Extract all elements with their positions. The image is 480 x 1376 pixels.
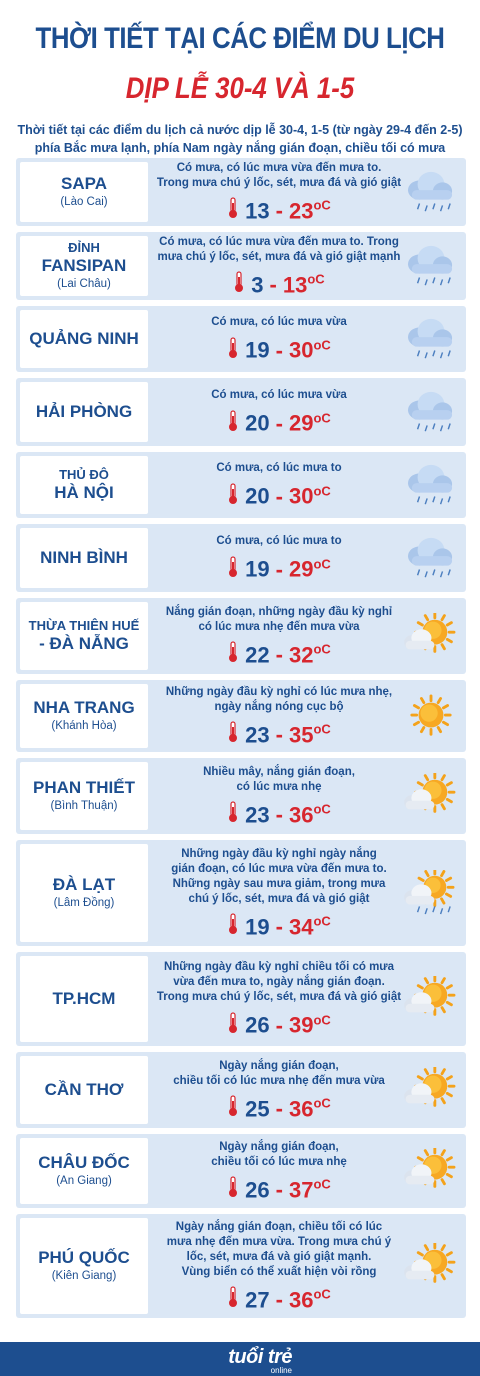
temp-max: 35: [288, 722, 314, 748]
forecast-description: Những ngày sau mưa giảm, trong mưa: [172, 877, 386, 890]
forecast-description: mưa chú ý lốc, sét, mưa đá và gió giật mạnh: [157, 250, 401, 263]
location-province: (Kiên Giang): [51, 1270, 117, 1282]
thermometer-icon: [227, 1176, 239, 1198]
location-row: [16, 840, 466, 946]
intro-line-2: phía Bắc mưa lạnh, phía Nam ngày nắng gián đoạn, chiều tối có mưa: [34, 141, 446, 155]
temperature-range: [227, 718, 331, 747]
temp-unit: [313, 642, 330, 667]
temp-unit-text: oC: [313, 721, 331, 737]
temperature-range: [227, 194, 331, 223]
location-box: [20, 844, 148, 942]
temperature-range: [233, 268, 324, 297]
forecast-block: [150, 758, 408, 834]
location-name: THỪA THIÊN HUẾ: [28, 618, 140, 633]
sun-icon: [404, 693, 458, 739]
temp-unit: [313, 722, 330, 747]
temperature-range: [227, 638, 331, 667]
forecast-block: [150, 524, 408, 592]
location-row: [16, 1214, 466, 1318]
temp-min: 25: [245, 1096, 270, 1122]
location-row: [16, 1052, 466, 1128]
temperature-range: [227, 552, 331, 581]
location-name: HÀ NỘI: [54, 483, 114, 502]
thermometer-icon: [227, 556, 239, 578]
temp-separator: -: [275, 483, 283, 509]
temp-max: 13: [282, 272, 308, 298]
location-name: ĐỈNH: [68, 240, 100, 255]
temp-unit-text: oC: [313, 410, 331, 426]
temp-separator: -: [275, 556, 283, 582]
temperature-range: [227, 1283, 331, 1312]
thermometer-icon: [227, 410, 239, 432]
forecast-block: [150, 452, 408, 518]
forecast-description: gián đoạn, có lúc mưa vừa đến mưa to.: [171, 862, 387, 875]
temp-separator: -: [275, 1287, 283, 1313]
forecast-description: mưa nhẹ đến mưa vừa. Trong mưa chú ý: [166, 1235, 392, 1248]
sun-cloud-icon: [404, 1067, 458, 1113]
temp-unit-text: oC: [313, 641, 331, 657]
temp-min: 26: [245, 1177, 270, 1203]
temp-max: 39: [288, 1012, 314, 1038]
temp-separator: -: [275, 337, 283, 363]
temp-min: 13: [245, 198, 270, 224]
location-name: NHA TRANG: [33, 698, 135, 717]
temp-separator: -: [275, 802, 283, 828]
thermometer-icon: [227, 483, 239, 505]
temp-max: 30: [288, 483, 314, 509]
thermometer-icon: [227, 1095, 239, 1117]
thermometer-icon: [227, 721, 239, 743]
location-box: [20, 602, 148, 670]
location-row: [16, 232, 466, 300]
cloud-rain-icon: [404, 389, 458, 435]
temp-min: 3: [251, 272, 264, 298]
temperature-range: [227, 798, 331, 827]
sun-rain-icon: [404, 870, 458, 916]
location-box: [20, 162, 148, 222]
cloud-rain-icon: [404, 243, 458, 289]
thermometer-icon: [227, 913, 239, 935]
temp-unit-text: oC: [313, 337, 331, 353]
thermometer-icon: [227, 1286, 239, 1308]
forecast-description: vừa đến mưa to, ngày nắng gián đoạn.: [173, 976, 385, 989]
location-box: [20, 310, 148, 368]
forecast-block: [150, 232, 408, 300]
forecast-description: chú ý lốc, sét, mưa đá và gió giật: [188, 892, 370, 905]
forecast-description: Có mưa, có lúc mưa vừa: [211, 389, 347, 402]
location-province: (Bình Thuận): [50, 800, 118, 812]
temp-max: 23: [288, 198, 314, 224]
location-row: [16, 758, 466, 834]
location-name: PHÚ QUỐC: [38, 1248, 130, 1267]
forecast-block: [150, 378, 408, 446]
forecast-description: Có mưa, có lúc mưa to: [216, 462, 342, 475]
cloud-rain-icon: [404, 462, 458, 508]
location-box: [20, 1218, 148, 1314]
temp-min: 19: [245, 914, 270, 940]
forecast-description: Trong mưa chú ý lốc, sét, mưa đá và gió giật: [156, 176, 402, 189]
forecast-block: [150, 680, 408, 752]
location-box: [20, 684, 148, 748]
temp-separator: -: [275, 1012, 283, 1038]
thermometer-icon: [233, 271, 245, 293]
location-name: HẢI PHÒNG: [35, 402, 133, 421]
location-name: CẦN THƠ: [44, 1080, 124, 1099]
temp-min: 20: [245, 410, 270, 436]
temp-unit-text: oC: [313, 1095, 331, 1111]
temp-min: 22: [245, 642, 270, 668]
forecast-description: Có mưa, có lúc mưa vừa: [211, 316, 347, 329]
temp-unit-text: oC: [313, 913, 331, 929]
temp-separator: -: [275, 1177, 283, 1203]
location-row: [16, 158, 466, 226]
title-line-1: THỜI TIẾT TẠI CÁC ĐIỂM DU LỊCH: [35, 22, 445, 55]
forecast-description: Vùng biển có thể xuất hiện vòi rồng: [181, 1265, 377, 1278]
temp-min: 19: [245, 556, 270, 582]
temperature-range: [227, 1173, 331, 1202]
location-box: [20, 762, 148, 830]
footer-bar: [0, 1342, 480, 1376]
temp-min: 27: [245, 1287, 270, 1313]
location-box: [20, 456, 148, 514]
location-row: [16, 306, 466, 372]
sun-cloud-icon: [404, 613, 458, 659]
temp-unit: [313, 802, 330, 827]
temp-unit-text: oC: [307, 271, 325, 287]
temp-max: 29: [288, 556, 314, 582]
temp-unit-text: oC: [313, 197, 331, 213]
location-province: (Lai Châu): [57, 278, 111, 290]
temp-max: 36: [288, 802, 314, 828]
temp-min: 26: [245, 1012, 270, 1038]
location-box: [20, 1138, 148, 1204]
temp-unit-text: oC: [313, 483, 331, 499]
temp-unit: [313, 914, 330, 939]
forecast-description: Trong mưa chú ý lốc, sét, mưa đá và gió giật: [156, 991, 402, 1004]
temp-separator: -: [269, 272, 277, 298]
forecast-block: [150, 952, 408, 1046]
forecast-description: ngày nắng nóng cục bộ: [214, 700, 344, 713]
location-box: [20, 1056, 148, 1124]
temp-unit: [313, 484, 330, 509]
location-row: [16, 1134, 466, 1208]
temp-unit: [313, 338, 330, 363]
forecast-description: Nắng gián đoạn, những ngày đầu kỳ nghỉ: [165, 605, 393, 618]
forecast-description: Có mưa, có lúc mưa to: [216, 535, 342, 548]
forecast-description: chiều tối có lúc mưa nhẹ đến mưa vừa: [173, 1074, 385, 1087]
temp-separator: -: [275, 642, 283, 668]
forecast-block: [150, 1134, 408, 1208]
sun-cloud-icon: [404, 976, 458, 1022]
forecast-description: Nhiều mây, nắng gián đoạn,: [203, 765, 355, 778]
temp-unit: [313, 557, 330, 582]
temperature-range: [227, 479, 331, 508]
forecast-description: có lúc mưa nhẹ đến mưa vừa: [198, 620, 360, 633]
forecast-description: Những ngày đầu kỳ nghỉ chiều tối có mưa: [163, 961, 395, 974]
location-province: (Lào Cai): [60, 196, 108, 208]
forecast-description: lốc, sét, mưa đá và gió giật mạnh.: [186, 1250, 372, 1263]
temp-unit: [313, 1096, 330, 1121]
temp-max: 29: [288, 410, 314, 436]
temp-min: 23: [245, 802, 270, 828]
location-name: THỦ ĐÔ: [59, 467, 109, 482]
temp-unit: [307, 272, 324, 297]
temp-unit: [313, 411, 330, 436]
temp-unit-text: oC: [313, 1176, 331, 1192]
thermometer-icon: [227, 641, 239, 663]
location-row: [16, 680, 466, 752]
location-province: (Lâm Đồng): [53, 897, 115, 909]
forecast-block: [150, 1052, 408, 1128]
temp-max: 36: [288, 1287, 314, 1313]
forecast-description: Ngày nắng gián đoạn,: [219, 1140, 339, 1153]
thermometer-icon: [227, 197, 239, 219]
temperature-range: [227, 910, 331, 939]
location-row: [16, 952, 466, 1046]
forecast-description: Ngày nắng gián đoạn, chiều tối có lúc: [175, 1220, 383, 1233]
location-row: [16, 524, 466, 592]
temperature-range: [227, 1092, 331, 1121]
temp-max: 30: [288, 337, 314, 363]
temp-unit-text: oC: [313, 801, 331, 817]
brand-logo-sub: online: [270, 1366, 292, 1375]
thermometer-icon: [227, 801, 239, 823]
temp-max: 32: [288, 642, 314, 668]
location-box: [20, 236, 148, 296]
location-name: SAPA: [61, 174, 107, 193]
temp-unit: [313, 198, 330, 223]
temperature-range: [227, 1008, 331, 1037]
temp-separator: -: [275, 722, 283, 748]
temp-unit-text: oC: [313, 556, 331, 572]
location-name: QUẢNG NINH: [29, 329, 139, 348]
temperature-range: [227, 406, 331, 435]
title-line-2: DỊP LỄ 30-4 VÀ 1-5: [125, 72, 355, 105]
forecast-block: [150, 158, 408, 226]
temp-unit: [313, 1177, 330, 1202]
temp-unit: [313, 1013, 330, 1038]
forecast-description: Có mưa, có lúc mưa vừa đến mưa to. Trong: [159, 235, 399, 248]
temp-min: 19: [245, 337, 270, 363]
temp-max: 34: [288, 914, 314, 940]
forecast-block: [150, 1214, 408, 1318]
temperature-range: [227, 333, 331, 362]
temp-max: 36: [288, 1096, 314, 1122]
location-name: PHAN THIẾT: [33, 778, 135, 797]
cloud-rain-icon: [404, 316, 458, 362]
temp-max: 37: [288, 1177, 314, 1203]
sun-cloud-icon: [404, 1243, 458, 1289]
forecast-description: có lúc mưa nhẹ: [236, 780, 322, 793]
brand-logo: tuổi trẻ: [228, 1346, 292, 1368]
cloud-rain-icon: [404, 535, 458, 581]
location-box: [20, 956, 148, 1042]
forecast-description: chiều tối có lúc mưa nhẹ: [211, 1155, 347, 1168]
temp-unit: [313, 1287, 330, 1312]
location-province: (An Giang): [56, 1175, 112, 1187]
temp-unit-text: oC: [313, 1012, 331, 1028]
forecast-description: Ngày nắng gián đoạn,: [219, 1059, 339, 1072]
sun-cloud-icon: [404, 1148, 458, 1194]
temp-separator: -: [275, 198, 283, 224]
temp-separator: -: [275, 410, 283, 436]
location-row: [16, 452, 466, 518]
intro-line-1: Thời tiết tại các điểm du lịch cả nước dịp lễ 30-4, 1-5 (từ ngày 29-4 đến 2-5): [17, 123, 463, 137]
temp-min: 20: [245, 483, 270, 509]
forecast-block: [150, 840, 408, 946]
sun-cloud-icon: [404, 773, 458, 819]
location-name: TP.HCM: [52, 989, 116, 1008]
forecast-block: [150, 306, 408, 372]
cloud-rain-icon: [404, 169, 458, 215]
location-row: [16, 378, 466, 446]
thermometer-icon: [227, 337, 239, 359]
temp-separator: -: [275, 1096, 283, 1122]
location-name: ĐÀ LẠT: [52, 875, 116, 894]
location-box: [20, 528, 148, 588]
forecast-description: Có mưa, có lúc mưa vừa đến mưa to.: [176, 161, 382, 174]
temp-min: 23: [245, 722, 270, 748]
location-name: CHÂU ĐỐC: [38, 1153, 130, 1172]
thermometer-icon: [227, 1012, 239, 1034]
location-row: [16, 598, 466, 674]
location-name: - ĐÀ NẴNG: [39, 634, 129, 653]
forecast-description: Những ngày đầu kỳ nghỉ ngày nắng: [181, 847, 377, 860]
intro-text: [0, 121, 480, 157]
forecast-description: Những ngày đầu kỳ nghỉ có lúc mưa nhẹ,: [165, 685, 393, 698]
location-province: (Khánh Hòa): [51, 720, 117, 732]
location-name: FANSIPAN: [41, 256, 127, 275]
location-box: [20, 382, 148, 442]
temp-separator: -: [275, 914, 283, 940]
forecast-block: [150, 598, 408, 674]
temp-unit-text: oC: [313, 1286, 331, 1302]
location-name: NINH BÌNH: [40, 548, 128, 567]
